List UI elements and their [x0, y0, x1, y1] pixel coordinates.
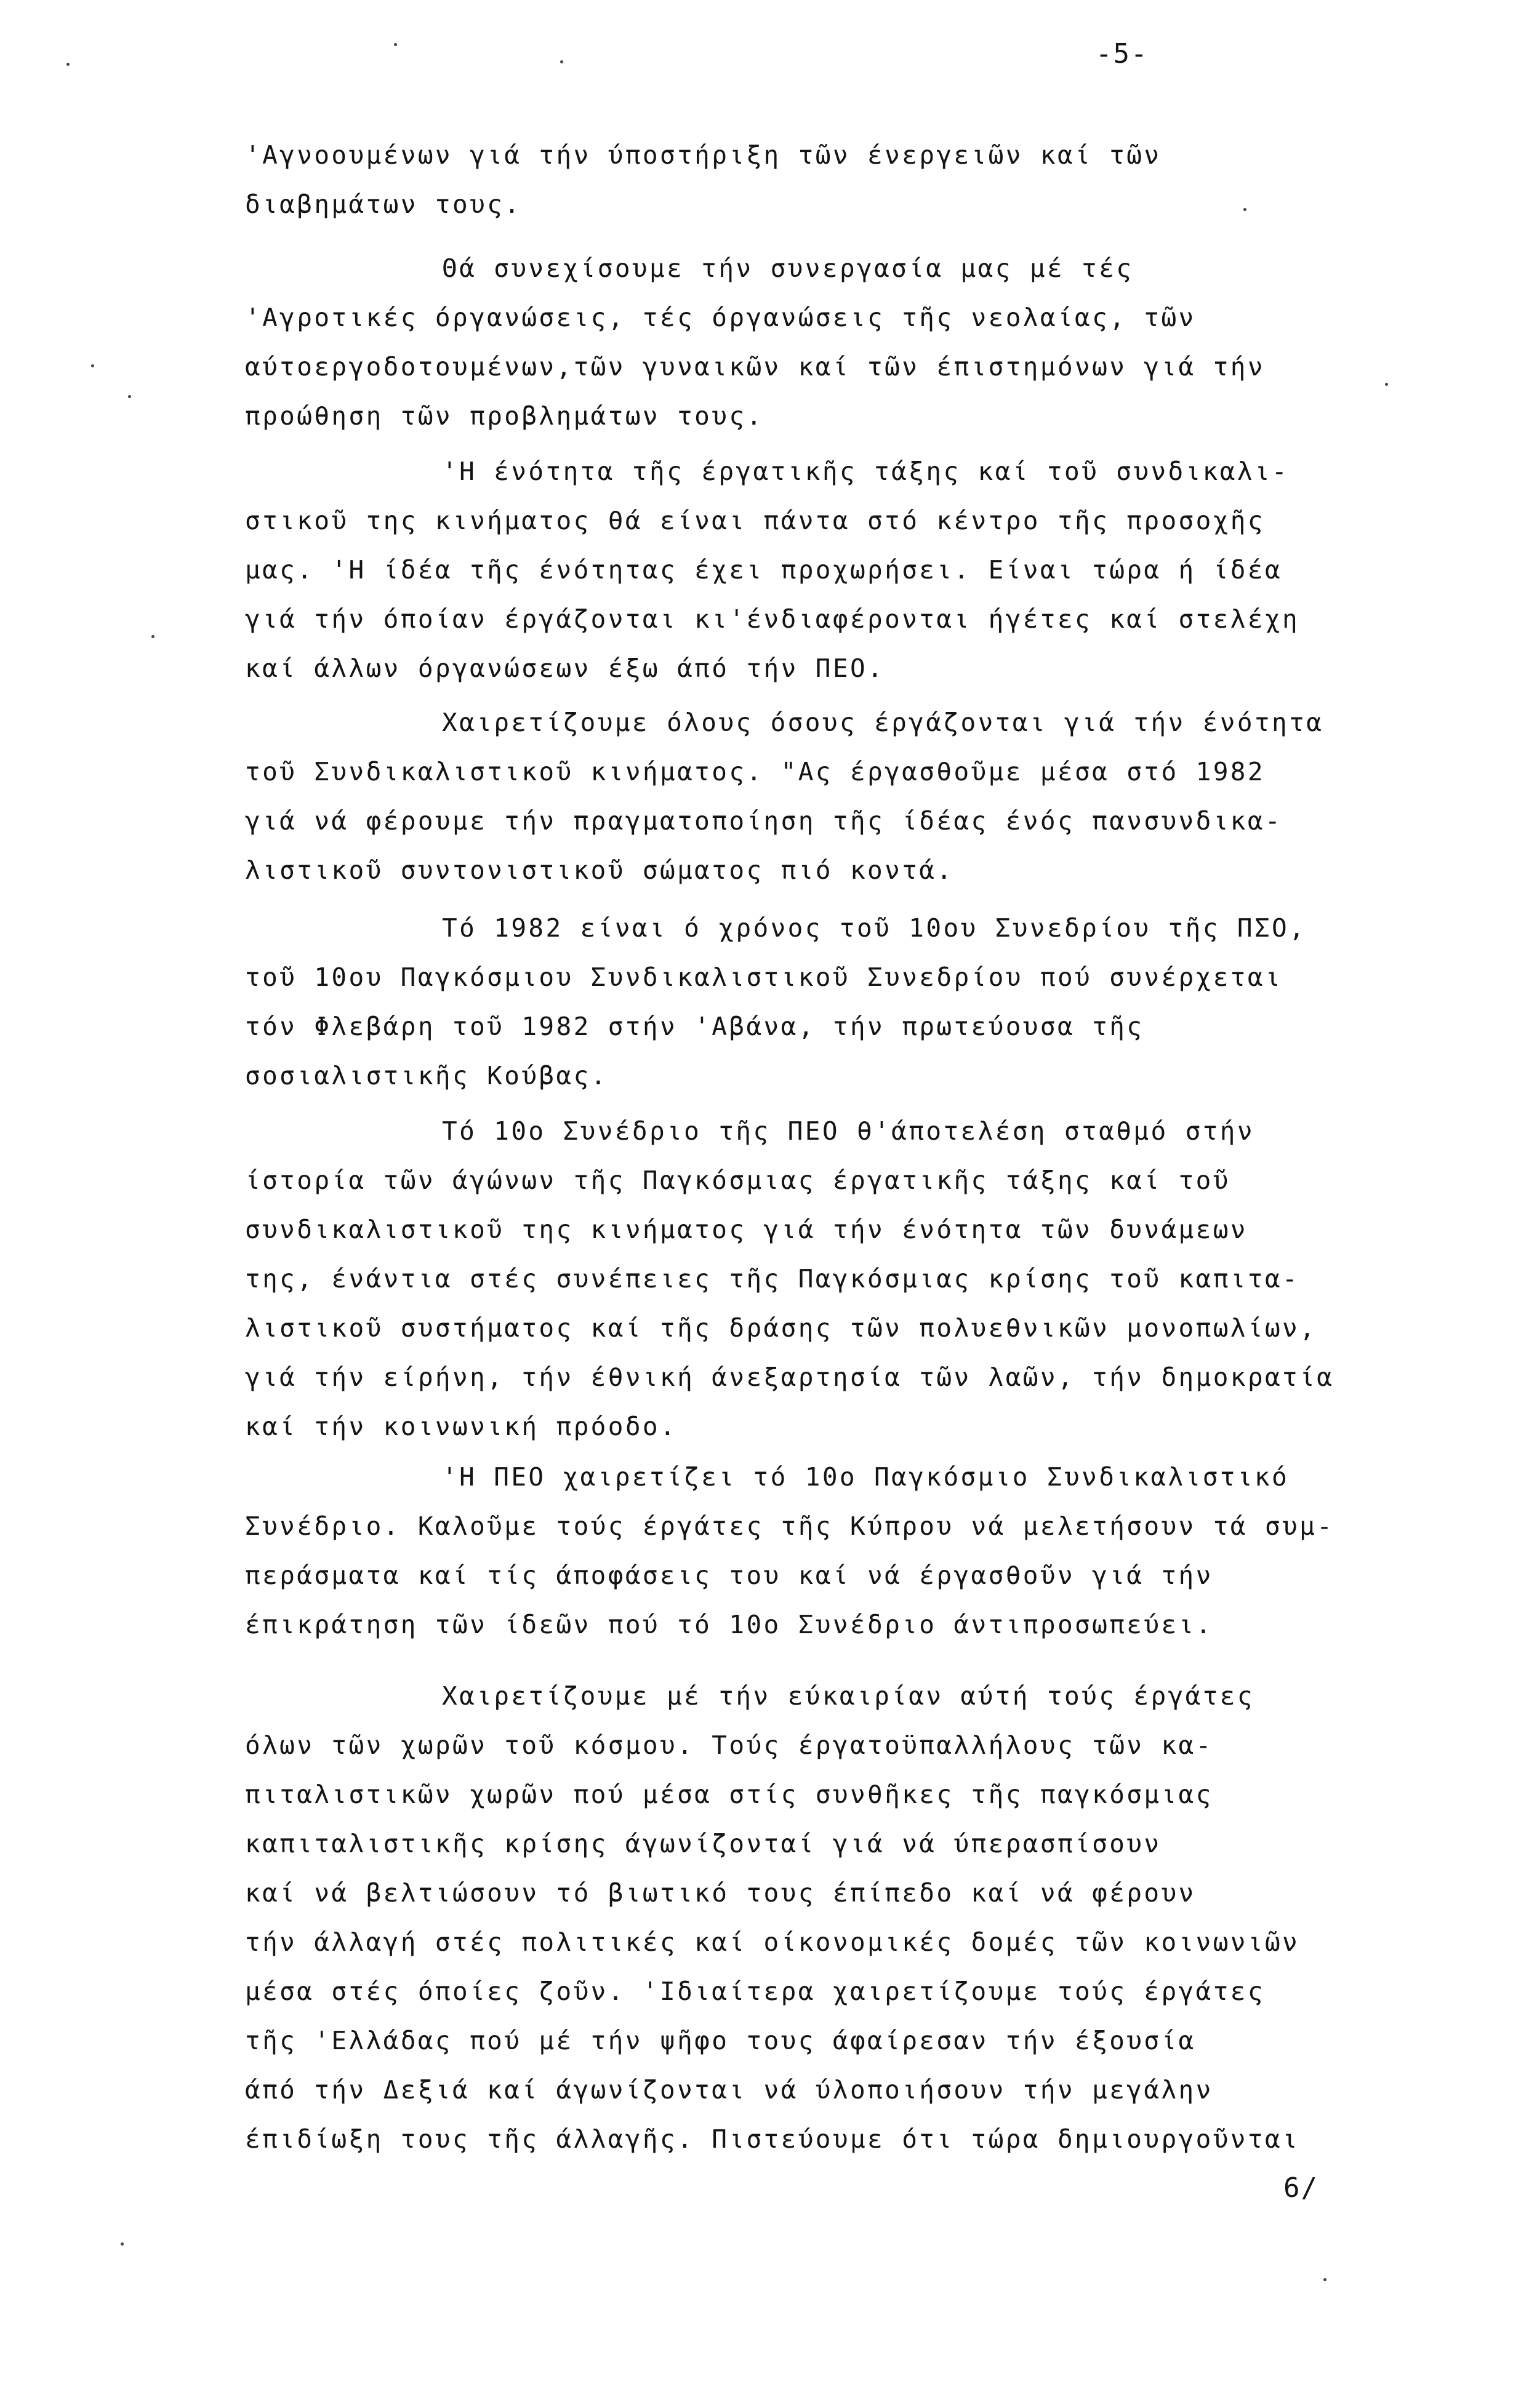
paragraph-6 [245, 1106, 1415, 1451]
text-line: μας. 'Η ίδέα τῆς ένότητας έχει προχωρήσει. Είναι τώρα ή ίδέα [245, 555, 1283, 585]
text-line: Συνέδριο. Καλοῦμε τούς έργάτες τῆς Κύπρου νά μελετήσουν τά συμ- [245, 1511, 1334, 1541]
text-line: Τό 1982 είναι ό χρόνος τοῦ 10ου Συνεδρίου τῆς ΠΣΟ, [442, 913, 1307, 943]
text-line: 'Αγνοουμένων γιά τήν ύποστήριξη τῶν ένεργειῶν καί τῶν [245, 140, 1162, 170]
text-line: έπιδίωξη τους τῆς άλλαγῆς. Πιστεύουμε ότι τώρα δημιουργοῦνται [245, 2124, 1300, 2154]
text-line: Τό 10ο Συνέδριο τῆς ΠΕΟ θ'άποτελέση σταθμό στήν [442, 1116, 1254, 1146]
paragraph-8 [245, 1671, 1415, 2164]
text-line: τοῦ Συνδικαλιστικοῦ κινήματος. "Ας έργασθοῦμε μέσα στό 1982 [245, 757, 1265, 786]
paragraph-3 [245, 447, 1415, 693]
text-line: 'Αγροτικές όργανώσεις, τές όργανώσεις τῆς νεολαίας, τῶν [245, 303, 1196, 332]
scan-speck [151, 635, 155, 638]
text-line: 'Η ένότητα τῆς έργατικῆς τάξης καί τοῦ συνδικαλι- [442, 457, 1290, 486]
text-line: τοῦ 10ου Παγκόσμιου Συνδικαλιστικοῦ Συνεδρίου πού συνέρχεται [245, 962, 1283, 992]
scan-speck [1385, 383, 1388, 386]
text-line: 'Η ΠΕΟ χαιρετίζει τό 10ο Παγκόσμιο Συνδικαλιστικό [442, 1462, 1290, 1492]
text-line: μέσα στές όποίες ζοῦν. 'Ιδιαίτερα χαιρετίζουμε τούς έργάτες [245, 1977, 1265, 2006]
paragraph-5 [245, 903, 1415, 1100]
text-line: Χαιρετίζουμε μέ τήν εύκαιρίαν αύτή τούς έργάτες [442, 1681, 1254, 1711]
text-line: γιά τήν όποίαν έργάζονται κι'ένδιαφέρονται ήγέτες καί στελέχη [245, 604, 1300, 634]
scan-speck [128, 395, 131, 398]
text-line: προώθηση τῶν προβλημάτων τους. [245, 401, 764, 431]
text-line: πιταλιστικῶν χωρῶν πού μέσα στίς συνθῆκες τῆς παγκόσμιας [245, 1780, 1213, 1809]
text-line: γιά τήν είρήνη, τήν έθνική άνεξαρτησία τῶν λαῶν, τήν δημοκρατία [245, 1362, 1334, 1392]
text-line: έπικράτηση τῶν ίδεῶν πού τό 10ο Συνέδριο άντιπροσωπεύει. [245, 1610, 1213, 1639]
text-line: τήν άλλαγή στές πολιτικές καί οίκονομικές δομές τῶν κοινωνιῶν [245, 1927, 1300, 1957]
page-number: -5- [1096, 38, 1149, 70]
scan-speck [66, 63, 70, 66]
text-line: της, ένάντια στές συνέπειες τῆς Παγκόσμιας κρίσης τοῦ καπιτα- [245, 1264, 1300, 1294]
text-line: στικοῦ της κινήματος θά είναι πάντα στό κέντρο τῆς προσοχῆς [245, 506, 1265, 535]
text-line: καί τήν κοινωνική πρόοδο. [245, 1412, 678, 1441]
text-line: τόν Φλεβάρη τοῦ 1982 στήν 'Αβάνα, τήν πρωτεύουσα τῆς [245, 1012, 1144, 1041]
text-line: όλων τῶν χωρῶν τοῦ κόσμου. Τούς έργατοϋπαλλήλους τῶν κα- [245, 1730, 1213, 1760]
text-line: σοσιαλιστικῆς Κούβας. [245, 1061, 608, 1090]
text-line: τῆς 'Ελλάδας πού μέ τήν ψῆφο τους άφαίρεσαν τήν έξουσία [245, 2026, 1196, 2055]
text-line: καί άλλων όργανώσεων έξω άπό τήν ΠΕΟ. [245, 654, 885, 683]
scan-speck [91, 364, 94, 367]
paragraph-1 [245, 130, 1415, 229]
scan-speck [394, 43, 397, 46]
text-line: Θά συνεχίσουμε τήν συνεργασία μας μέ τές [442, 254, 1134, 283]
paragraph-2 [245, 244, 1415, 441]
scan-speck [1323, 2278, 1326, 2281]
text-line: καπιταλιστικῆς κρίσης άγωνίζονταί γιά νά ύπερασπίσουν [245, 1829, 1162, 1858]
paragraph-4 [245, 698, 1415, 895]
text-line: λιστικοῦ συστήματος καί τῆς δράσης τῶν πολυεθνικῶν μονοπωλίων, [245, 1313, 1317, 1343]
scan-speck [1243, 208, 1246, 211]
scan-speck [121, 2242, 124, 2246]
text-line: άπό τήν Δεξιά καί άγωνίζονται νά ύλοποιήσουν τήν μεγάλην [245, 2075, 1213, 2105]
text-line: γιά νά φέρουμε τήν πραγματοποίηση τῆς ίδέας ένός πανσυνδικα- [245, 806, 1283, 836]
paragraph-7 [245, 1452, 1415, 1649]
text-line: περάσματα καί τίς άποφάσεις του καί νά έργασθοῦν γιά τήν [245, 1561, 1213, 1590]
text-line: συνδικαλιστικοῦ της κινήματος γιά τήν ένότητα τῶν δυνάμεων [245, 1215, 1248, 1244]
text-line: αύτοεργοδοτουμένων,τῶν γυναικῶν καί τῶν έπιστημόνων γιά τήν [245, 352, 1265, 382]
scan-speck [560, 60, 563, 63]
text-line: καί νά βελτιώσουν τό βιωτικό τους έπίπεδο καί νά φέρουν [245, 1878, 1196, 1908]
text-line: Χαιρετίζουμε όλους όσους έργάζονται γιά τήν ένότητα [442, 708, 1324, 737]
text-line: λιστικοῦ συντονιστικοῦ σώματος πιό κοντά. [245, 855, 954, 885]
text-line: διαβημάτων τους. [245, 190, 522, 219]
continuation-page-ref: 6/ [1283, 2172, 1318, 2204]
text-line: ίστορία τῶν άγώνων τῆς Παγκόσμιας έργατικῆς τάξης καί τοῦ [245, 1166, 1230, 1195]
